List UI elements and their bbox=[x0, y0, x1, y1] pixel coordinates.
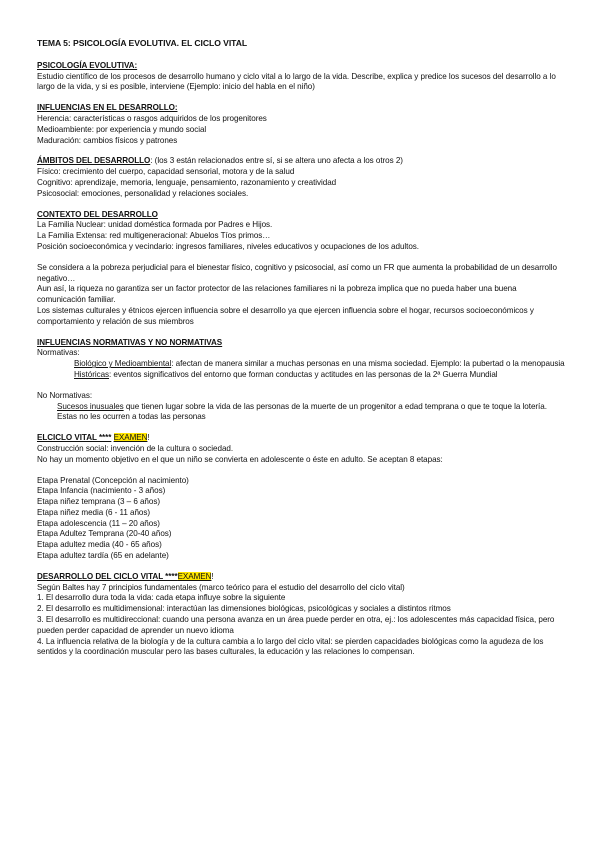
heading-end: ! bbox=[147, 433, 150, 443]
heading-note: : (los 3 están relacionados entre sí, si se altera uno afecta a los otros 2) bbox=[150, 156, 403, 166]
section-heading: ELCICLO VITAL **** bbox=[37, 433, 112, 443]
section-heading-line bbox=[37, 433, 565, 444]
list-item: Maduración: cambios físicos y patrones bbox=[37, 135, 178, 145]
section-heading: ÁMBITOS DEL DESARROLLO bbox=[37, 156, 151, 166]
text-line: No hay un momento objetivo en el que un niño se convierta en adolescente o éste en adulto. Se aceptan 8 etapas: bbox=[37, 454, 443, 464]
section-heading: INFLUENCIAS EN EL DESARROLLO: bbox=[37, 103, 178, 113]
section-ambitos bbox=[37, 156, 565, 199]
paragraph: Los sistemas culturales y étnicos ejercen influencia sobre el desarrollo ya que ejercen influencia sobre el hogar, recursos socioeconómicos y comportamiento y relación de sus miembros bbox=[37, 305, 534, 326]
text-line: Según Baltes hay 7 principios fundamentales (marco teórico para el estudio del desarrollo del ciclo vital) bbox=[37, 582, 405, 592]
etapa-item: Etapa adultez media (40 - 65 años) bbox=[37, 540, 162, 550]
etapa-item: Etapa niñez temprana (3 – 6 años) bbox=[37, 497, 160, 507]
list-item: La Familia Extensa: red multigeneracional: Abuelos Tíos primos… bbox=[37, 231, 271, 241]
etapa-item: Etapa Adultez Temprana (20-40 años) bbox=[37, 529, 172, 539]
definition: que tienen lugar sobre la vida de las personas de la muerte de un progenitor a edad temprana o que te toque la lotería. Estas no les ocurren a todas las personas bbox=[57, 401, 547, 422]
term: Sucesos inusuales bbox=[57, 401, 124, 411]
section-heading-line bbox=[37, 572, 565, 583]
etapa-item: Etapa niñez media (6 - 11 años) bbox=[37, 507, 151, 517]
paragraph: Aun así, la riqueza no garantiza ser un factor protector de las relaciones familiares ni la pobreza implica que no pueda haber una buena comunicación familiar. bbox=[37, 284, 517, 305]
definition: : eventos significativos del entorno que forman conductas y actitudes en las personas de la 2ª Guerra Mundial bbox=[109, 369, 498, 379]
exam-highlight: EXAMEN bbox=[177, 571, 212, 581]
term: Biológico y Medioambiental bbox=[74, 359, 172, 369]
page-title: TEMA 5: PSICOLOGÍA EVOLUTIVA. EL CICLO VITAL bbox=[37, 38, 248, 48]
list-item: Posición socioeconómica y vecindario: ingresos familiares, niveles educativos y ocupaciones de los adultos. bbox=[37, 241, 420, 251]
section-heading: DESARROLLO DEL CICLO VITAL **** bbox=[37, 571, 178, 581]
list-item bbox=[37, 402, 565, 424]
section-influencias bbox=[37, 103, 565, 146]
document-page bbox=[37, 38, 565, 658]
etapa-item: Etapa adultez tardía (65 en adelante) bbox=[37, 551, 169, 561]
list-item bbox=[37, 370, 565, 381]
section-desarrollo-ciclo bbox=[37, 572, 565, 658]
exam-highlight: EXAMEN bbox=[113, 433, 148, 443]
section-ciclo-vital bbox=[37, 433, 565, 562]
paragraph: Estudio científico de los procesos de desarrollo humano y ciclo vital a lo largo de la vida. Describe, explica y predice los sucesos del desarrollo a lo largo de la vida, y si es posible, interviene (Ejemplo: inicio del habla en el niño) bbox=[37, 71, 556, 92]
subheading: Normativas: bbox=[37, 348, 80, 358]
section-heading: INFLUENCIAS NORMATIVAS Y NO NORMATIVAS bbox=[37, 337, 223, 347]
text-line: Construcción social: invención de la cultura o sociedad. bbox=[37, 443, 234, 453]
etapa-item: Etapa adolescencia (11 – 20 años) bbox=[37, 518, 160, 528]
section-heading: PSICOLOGÍA EVOLUTIVA: bbox=[37, 60, 138, 70]
list-item: La Familia Nuclear: unidad doméstica formada por Padres e Hijos. bbox=[37, 220, 273, 230]
term: Históricas bbox=[74, 369, 110, 379]
list-item: Medioambiente: por experiencia y mundo social bbox=[37, 124, 207, 134]
list-item: 1. El desarrollo dura toda la vida: cada etapa influye sobre la siguiente bbox=[37, 593, 286, 603]
list-item: 2. El desarrollo es multidimensional: interactúan las dimensiones biológicas, psicológicas y sociales a distintos ritmos bbox=[37, 604, 451, 614]
list-item: 3. El desarrollo es multidireccional: cuando una persona avanza en un área puede perder en otra, ej.: los adolescentes más capacidad física, pero pueden perder capacidad de aprender un nuevo idioma bbox=[37, 615, 555, 635]
section-heading: CONTEXTO DEL DESARROLLO bbox=[37, 209, 158, 219]
definition: : afectan de manera similar a muchas personas en una misma sociedad. Ejemplo: la pubertad o la menopausia bbox=[171, 359, 565, 369]
list-item bbox=[37, 359, 565, 370]
section-psicologia bbox=[37, 61, 565, 93]
section-contexto bbox=[37, 210, 565, 328]
etapa-item: Etapa Infancia (nacimiento - 3 años) bbox=[37, 486, 166, 496]
paragraph: Se considera a la pobreza perjudicial para el bienestar físico, cognitivo y psicosocial, así como un FR que aumenta la probabilidad de un desarrollo negativo… bbox=[37, 262, 557, 283]
heading-end: ! bbox=[211, 571, 214, 581]
list-item: 4. La influencia relativa de la biología y de la cultura cambia a lo largo del ciclo vital: se pierden capacidades biológicas como la agudeza de los sentidos y la coordinación muscular pero las bases culturales, la educación y las relaciones lo compensan. bbox=[37, 636, 544, 657]
etapa-item: Etapa Prenatal (Concepción al nacimiento) bbox=[37, 475, 189, 485]
list-item: Psicosocial: emociones, personalidad y relaciones sociales. bbox=[37, 188, 249, 198]
list-item: Cognitivo: aprendizaje, memoria, lenguaje, pensamiento, razonamiento y creatividad bbox=[37, 177, 337, 187]
list-item: Físico: crecimiento del cuerpo, capacidad sensorial, motora y de la salud bbox=[37, 167, 295, 177]
list-item: Herencia: características o rasgos adquiridos de los progenitores bbox=[37, 113, 267, 123]
section-normativas bbox=[37, 338, 565, 424]
subheading: No Normativas: bbox=[37, 390, 93, 400]
section-heading-line bbox=[37, 156, 565, 167]
